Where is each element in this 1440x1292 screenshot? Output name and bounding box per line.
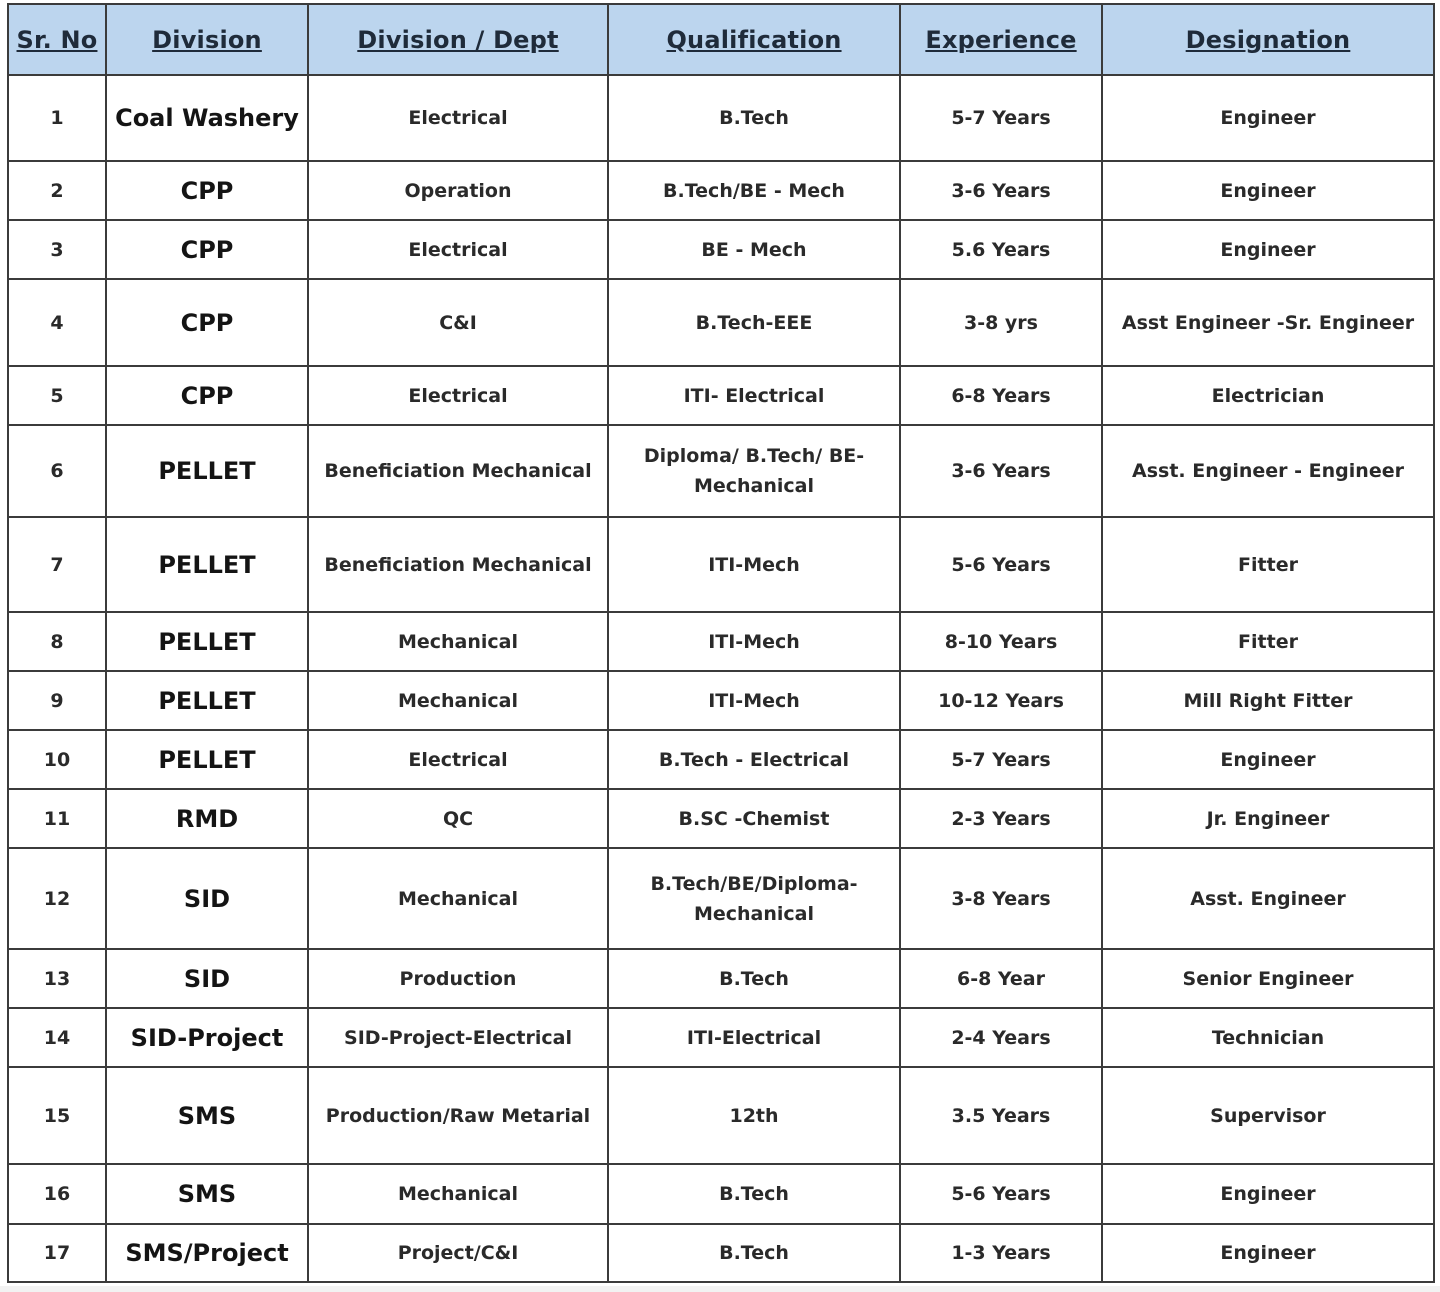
- cell-sr-no: 12: [8, 848, 106, 949]
- cell-division: SID: [106, 848, 308, 949]
- cell-experience: 3.5 Years: [900, 1067, 1102, 1164]
- cell-sr-no: 15: [8, 1067, 106, 1164]
- cell-qualification: ITI-Mech: [608, 517, 900, 612]
- cell-experience: 3-6 Years: [900, 161, 1102, 220]
- cell-sr-no: 8: [8, 612, 106, 671]
- cell-dept: Mechanical: [308, 848, 608, 949]
- cell-dept: Electrical: [308, 366, 608, 425]
- table-row: [8, 1224, 1434, 1282]
- table-row: [8, 517, 1434, 612]
- table-row: [8, 425, 1434, 517]
- cell-sr-no: 6: [8, 425, 106, 517]
- job-openings-table: [7, 3, 1435, 1283]
- header-division-dept: Division / Dept: [308, 4, 608, 75]
- cell-designation: Engineer: [1102, 1224, 1434, 1282]
- cell-designation: Jr. Engineer: [1102, 789, 1434, 848]
- cell-dept: C&I: [308, 279, 608, 366]
- cell-qualification: Diploma/ B.Tech/ BE-Mechanical: [608, 425, 900, 517]
- cell-sr-no: 4: [8, 279, 106, 366]
- cell-sr-no: 16: [8, 1164, 106, 1224]
- cell-qualification: B.Tech: [608, 1164, 900, 1224]
- cell-designation: Mill Right Fitter: [1102, 671, 1434, 730]
- table-body: [8, 75, 1434, 1282]
- cell-qualification: B.Tech-EEE: [608, 279, 900, 366]
- cell-experience: 5.6 Years: [900, 220, 1102, 279]
- table-row: [8, 612, 1434, 671]
- cell-division: SMS/Project: [106, 1224, 308, 1282]
- cell-experience: 5-6 Years: [900, 1164, 1102, 1224]
- cell-experience: 2-4 Years: [900, 1008, 1102, 1067]
- cell-experience: 6-8 Years: [900, 366, 1102, 425]
- table-row: [8, 671, 1434, 730]
- table-row: [8, 848, 1434, 949]
- cell-qualification: ITI-Mech: [608, 671, 900, 730]
- table-row: [8, 1067, 1434, 1164]
- cell-division: SID-Project: [106, 1008, 308, 1067]
- cell-designation: Senior Engineer: [1102, 949, 1434, 1008]
- cell-dept: Beneficiation Mechanical: [308, 517, 608, 612]
- cell-dept: Electrical: [308, 75, 608, 161]
- cell-sr-no: 5: [8, 366, 106, 425]
- cell-designation: Technician: [1102, 1008, 1434, 1067]
- cell-dept: Operation: [308, 161, 608, 220]
- table-row: [8, 1164, 1434, 1224]
- cell-dept: Mechanical: [308, 671, 608, 730]
- header-sr-no: Sr. No: [8, 4, 106, 75]
- cell-division: PELLET: [106, 730, 308, 789]
- cell-experience: 3-8 Years: [900, 848, 1102, 949]
- cell-experience: 3-6 Years: [900, 425, 1102, 517]
- cell-division: PELLET: [106, 425, 308, 517]
- cell-dept: Production/Raw Metarial: [308, 1067, 608, 1164]
- cell-qualification: ITI- Electrical: [608, 366, 900, 425]
- cell-experience: 5-7 Years: [900, 75, 1102, 161]
- cell-experience: 5-7 Years: [900, 730, 1102, 789]
- cell-qualification: ITI-Electrical: [608, 1008, 900, 1067]
- cell-designation: Electrician: [1102, 366, 1434, 425]
- cell-designation: Asst. Engineer: [1102, 848, 1434, 949]
- table-row: [8, 366, 1434, 425]
- table-row: [8, 789, 1434, 848]
- cell-division: SID: [106, 949, 308, 1008]
- cell-designation: Fitter: [1102, 517, 1434, 612]
- table-row: [8, 279, 1434, 366]
- cell-experience: 3-8 yrs: [900, 279, 1102, 366]
- cell-experience: 6-8 Year: [900, 949, 1102, 1008]
- cell-division: CPP: [106, 220, 308, 279]
- cell-division: CPP: [106, 161, 308, 220]
- cell-dept: QC: [308, 789, 608, 848]
- cell-designation: Supervisor: [1102, 1067, 1434, 1164]
- cell-division: PELLET: [106, 612, 308, 671]
- table-row: [8, 161, 1434, 220]
- cell-experience: 8-10 Years: [900, 612, 1102, 671]
- cell-division: CPP: [106, 366, 308, 425]
- cell-qualification: B.Tech/BE - Mech: [608, 161, 900, 220]
- cell-sr-no: 3: [8, 220, 106, 279]
- cell-experience: 5-6 Years: [900, 517, 1102, 612]
- table-row: [8, 949, 1434, 1008]
- cell-sr-no: 10: [8, 730, 106, 789]
- cell-dept: Beneficiation Mechanical: [308, 425, 608, 517]
- cell-qualification: ITI-Mech: [608, 612, 900, 671]
- cell-qualification: B.Tech: [608, 949, 900, 1008]
- header-row: [8, 4, 1434, 75]
- cell-dept: Mechanical: [308, 1164, 608, 1224]
- cell-designation: Asst Engineer -Sr. Engineer: [1102, 279, 1434, 366]
- table-row: [8, 1008, 1434, 1067]
- cell-qualification: BE - Mech: [608, 220, 900, 279]
- cell-qualification: B.Tech/BE/Diploma-Mechanical: [608, 848, 900, 949]
- cell-designation: Engineer: [1102, 75, 1434, 161]
- bottom-edge-strip: [0, 1286, 1440, 1292]
- cell-sr-no: 2: [8, 161, 106, 220]
- cell-experience: 10-12 Years: [900, 671, 1102, 730]
- cell-sr-no: 1: [8, 75, 106, 161]
- cell-division: PELLET: [106, 671, 308, 730]
- table-row: [8, 220, 1434, 279]
- cell-qualification: B.Tech - Electrical: [608, 730, 900, 789]
- cell-sr-no: 7: [8, 517, 106, 612]
- cell-dept: Electrical: [308, 220, 608, 279]
- cell-experience: 2-3 Years: [900, 789, 1102, 848]
- cell-dept: Production: [308, 949, 608, 1008]
- cell-sr-no: 17: [8, 1224, 106, 1282]
- cell-qualification: B.Tech: [608, 1224, 900, 1282]
- cell-designation: Fitter: [1102, 612, 1434, 671]
- cell-division: SMS: [106, 1067, 308, 1164]
- cell-division: SMS: [106, 1164, 308, 1224]
- cell-designation: Engineer: [1102, 220, 1434, 279]
- cell-dept: SID-Project-Electrical: [308, 1008, 608, 1067]
- cell-sr-no: 9: [8, 671, 106, 730]
- cell-experience: 1-3 Years: [900, 1224, 1102, 1282]
- cell-sr-no: 14: [8, 1008, 106, 1067]
- table-header: [8, 4, 1434, 75]
- cell-qualification: B.SC -Chemist: [608, 789, 900, 848]
- cell-designation: Asst. Engineer - Engineer: [1102, 425, 1434, 517]
- cell-division: CPP: [106, 279, 308, 366]
- header-experience: Experience: [900, 4, 1102, 75]
- header-qualification: Qualification: [608, 4, 900, 75]
- cell-division: RMD: [106, 789, 308, 848]
- cell-division: PELLET: [106, 517, 308, 612]
- cell-qualification: B.Tech: [608, 75, 900, 161]
- table-row: [8, 75, 1434, 161]
- cell-designation: Engineer: [1102, 1164, 1434, 1224]
- header-division: Division: [106, 4, 308, 75]
- cell-designation: Engineer: [1102, 730, 1434, 789]
- cell-sr-no: 13: [8, 949, 106, 1008]
- cell-dept: Electrical: [308, 730, 608, 789]
- cell-dept: Project/C&I: [308, 1224, 608, 1282]
- cell-designation: Engineer: [1102, 161, 1434, 220]
- table-row: [8, 730, 1434, 789]
- header-designation: Designation: [1102, 4, 1434, 75]
- cell-qualification: 12th: [608, 1067, 900, 1164]
- cell-dept: Mechanical: [308, 612, 608, 671]
- cell-division: Coal Washery: [106, 75, 308, 161]
- cell-sr-no: 11: [8, 789, 106, 848]
